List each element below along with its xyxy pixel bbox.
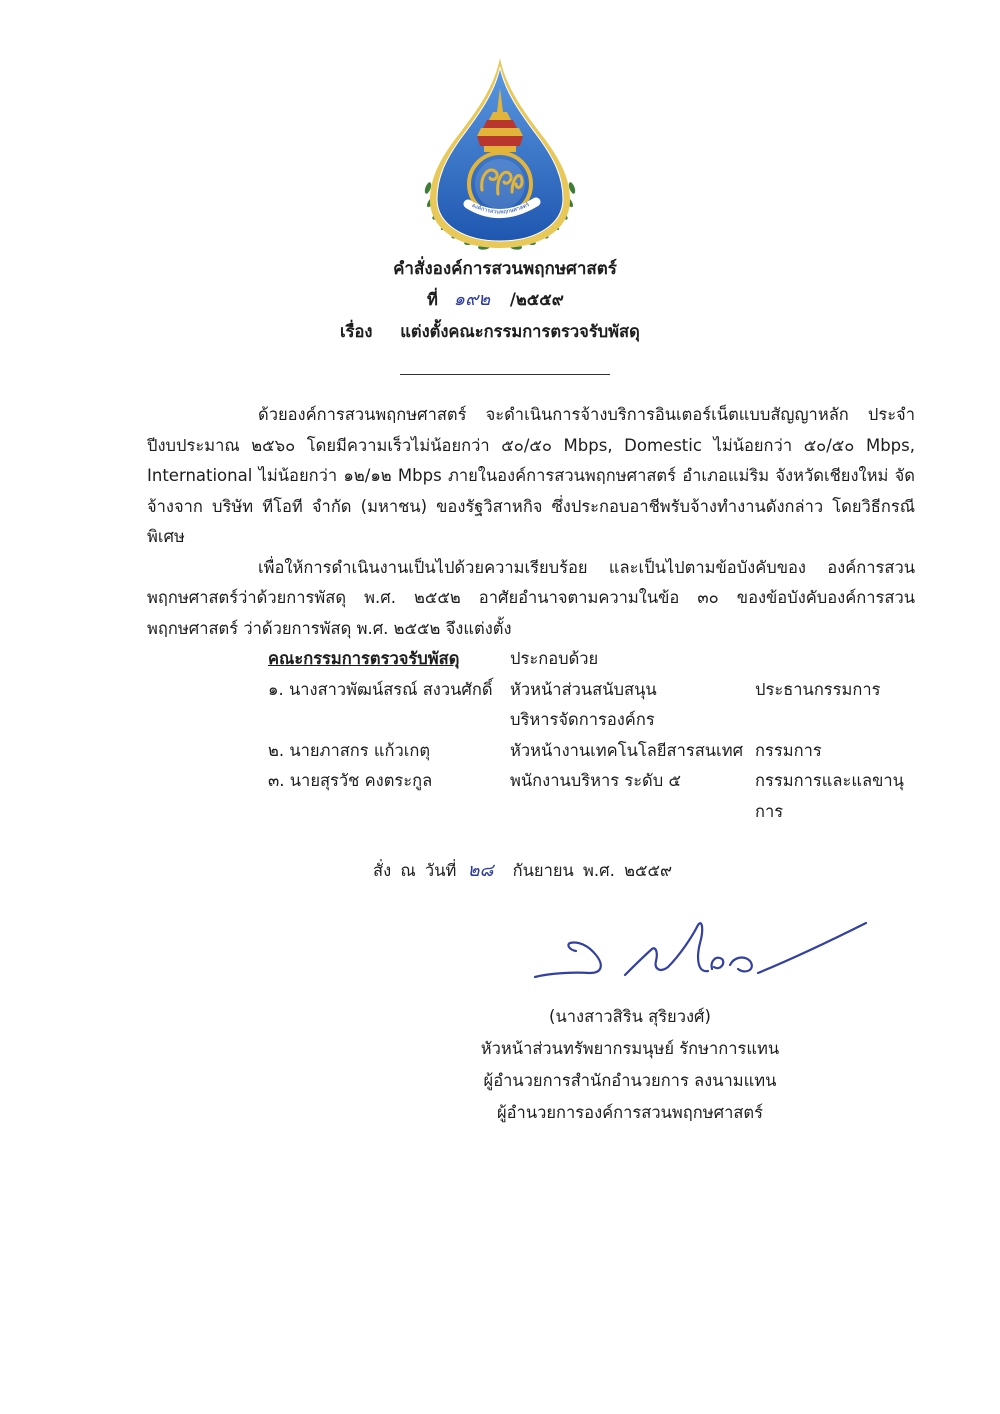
order-number-label: ที่ [427, 290, 438, 309]
order-number-year: /๒๕๕๙ [509, 290, 564, 309]
signatory-title-line: ผู้อำนวยการองค์การสวนพฤกษศาสตร์ [496, 1102, 764, 1122]
member-role: กรรมการและแลขานุการ [755, 771, 904, 821]
committee-list [147, 644, 915, 827]
order-date [373, 856, 915, 887]
body-paragraph-intro: ด้วยองค์การสวนพฤกษศาสตร์ จะดำเนินการจ้างบริการอินเตอร์เน็ตแบบสัญญาหลัก ประจำปีงบประมาณ ๒๕๖๐ โดยมีความเร็วไม่น้อยกว่า ๕๐/๕๐ Mbps, Domestic ไม่น้อยกว่า ๕๐/๕๐ Mbps, International ไม่น้อยกว่า ๑๒/๑๒ Mbps ภายในองค์การสวนพฤกษศาสตร์ อำเภอแม่ริม จังหวัดเชียงใหม่ จัดจ้างจาก บริษัท ทีโอที จำกัด (มหาชน) ของรัฐวิสาหกิจ ซึ่งประกอบอาชีพรับจ้างทำงานดังกล่าว โดยวิธีกรณีพิเศษ [147, 405, 915, 546]
order-title: คำสั่งองค์การสวนพฤกษศาสตร์ [393, 259, 617, 279]
signatory-block [440, 1001, 820, 1129]
member-position [510, 736, 755, 767]
order-subject [340, 316, 915, 348]
order-date-day-handwritten: ๒๘ [467, 860, 494, 881]
signatory-name: (นางสาวสิริน สุริยวงศ์) [549, 1006, 711, 1026]
order-date-prefix: สั่ง ณ วันที่ [373, 861, 457, 880]
member-position-line: บริหารจัดการองค์กร [510, 710, 655, 729]
seal-lettering-path: องค์การสวนพฤกษศาสตร์ [470, 202, 531, 216]
committee-heading: คณะกรรมการตรวจรับพัสดุ [268, 649, 460, 668]
member-position-line: พนักงานบริหาร ระดับ ๕ [510, 771, 681, 790]
member-name: ๒. นายภาสกร แก้วเกตุ [268, 740, 431, 760]
committee-heading-suffix: ประกอบด้วย [510, 649, 599, 668]
committee-member-row [147, 766, 915, 827]
handwritten-signature-icon [530, 915, 870, 995]
member-position [510, 675, 755, 736]
order-subject-label: เรื่อง [340, 322, 373, 341]
body-paragraph-authority: เพื่อให้การดำเนินงานเป็นไปด้วยความเรียบร้อย และเป็นไปตามข้อบังคับของ องค์การสวนพฤกษศาสตร์ว่าด้วยการพัสดุ พ.ศ. ๒๕๕๒ อาศัยอำนาจตามความในข้อ ๓๐ ของข้อบังคับองค์การสวนพฤกษศาสตร์ ว่าด้วยการพัสดุ พ.ศ. ๒๕๕๒ จึงแต่งตั้ง [147, 557, 915, 638]
member-name: ๑. นางสาวพัฒน์สรณ์ สงวนศักดิ์ [268, 679, 493, 699]
signatory-title-line: ผู้อำนวยการสำนักอำนวยการ ลงนามแทน [483, 1070, 777, 1090]
botanical-garden-seal-icon [420, 54, 580, 254]
document-content [147, 0, 915, 1129]
committee-member-row [147, 736, 915, 767]
member-name: ๓. นายสุรวัช คงตระกูล [268, 771, 433, 790]
signatory-title-line: หัวหน้าส่วนทรัพยากรมนุษย์ รักษาการแทน [480, 1038, 780, 1058]
member-position [510, 766, 755, 827]
member-position-line: หัวหน้าส่วนสนับสนุน [510, 679, 657, 699]
committee-heading-row [147, 644, 915, 675]
order-number-handwritten: ๑๙๒ [453, 289, 491, 310]
member-role: กรรมการ [755, 740, 822, 760]
header-divider [400, 374, 610, 375]
member-position-line: หัวหน้างานเทคโนโลยีสารสนเทศ [510, 740, 744, 760]
order-date-suffix: กันยายน พ.ศ. ๒๕๕๙ [512, 861, 673, 880]
order-number [427, 284, 915, 316]
member-role: ประธานกรรมการ [755, 679, 881, 699]
committee-member-row [147, 675, 915, 736]
order-subject-text: แต่งตั้งคณะกรรมการตรวจรับพัสดุ [400, 322, 640, 341]
